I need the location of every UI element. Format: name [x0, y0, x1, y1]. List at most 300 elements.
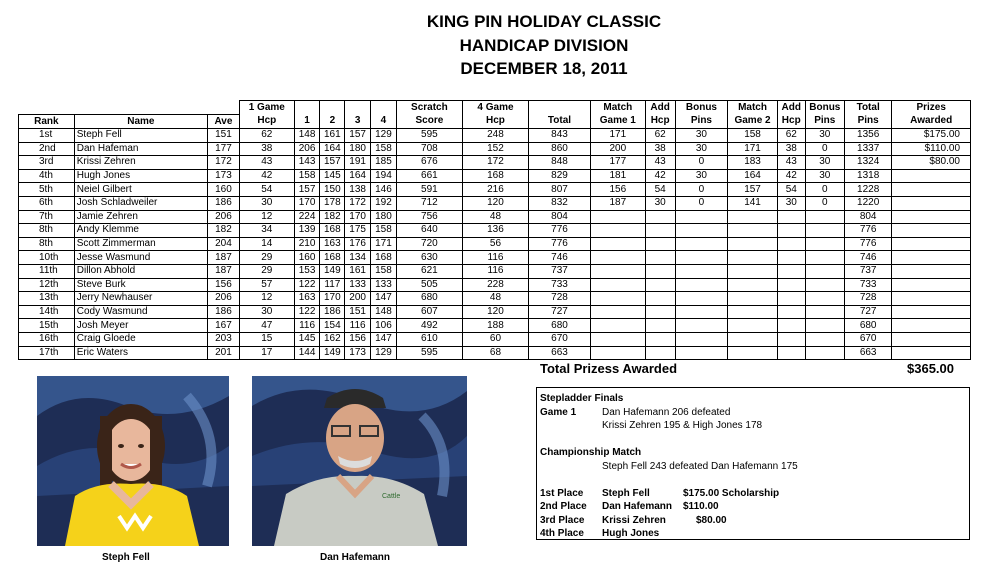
cell-total: 680: [529, 319, 591, 333]
cell-g2: 145: [320, 169, 345, 183]
cell-hcp: 62: [239, 129, 294, 143]
cell-b2: [805, 237, 844, 251]
shirt-logo: Cattle: [382, 493, 401, 500]
cell-a1: [645, 305, 675, 319]
cell-b2: [805, 305, 844, 319]
header-row-bottom: [19, 115, 971, 129]
table-row: [19, 196, 971, 210]
cell-b1: [675, 332, 728, 346]
cell-ave: 172: [207, 156, 239, 170]
cell-scratch: 505: [396, 278, 462, 292]
cell-a1: 38: [645, 142, 675, 156]
place-row: [540, 527, 966, 541]
cell-a1: [645, 319, 675, 333]
cell-a1: [645, 210, 675, 224]
cell-g3: 164: [345, 169, 371, 183]
cell-b2: 30: [805, 169, 844, 183]
cell-hcp4: 216: [462, 183, 528, 197]
cell-g4: 194: [371, 169, 397, 183]
cell-total: 728: [529, 292, 591, 306]
cell-a2: [777, 237, 805, 251]
table-row: [19, 278, 971, 292]
cell-g3: 151: [345, 305, 371, 319]
cell-a1: 54: [645, 183, 675, 197]
cell-rank: 6th: [19, 196, 75, 210]
cell-prize: [892, 196, 971, 210]
cell-hcp4: 168: [462, 169, 528, 183]
cell-prize: [892, 319, 971, 333]
cell-ave: 203: [207, 332, 239, 346]
cell-scratch: 591: [396, 183, 462, 197]
cell-a2: 38: [777, 142, 805, 156]
cell-b2: [805, 278, 844, 292]
header-cell: Game 2: [728, 115, 778, 129]
cell-name: Eric Waters: [74, 346, 207, 360]
cell-b2: [805, 224, 844, 238]
cell-prize: $80.00: [892, 156, 971, 170]
cell-b2: [805, 264, 844, 278]
cell-g4: 146: [371, 183, 397, 197]
cell-hcp: 29: [239, 251, 294, 265]
cell-prize: [892, 292, 971, 306]
cell-m2: [728, 237, 778, 251]
cell-b1: [675, 346, 728, 360]
cell-name: Jerry Newhauser: [74, 292, 207, 306]
cell-b2: 30: [805, 156, 844, 170]
cell-scratch: 640: [396, 224, 462, 238]
header-cell: Scratch: [396, 101, 462, 115]
cell-b2: [805, 210, 844, 224]
cell-a1: [645, 237, 675, 251]
header-cell: Hcp: [777, 115, 805, 129]
header-cell: [529, 101, 591, 115]
cell-hcp4: 56: [462, 237, 528, 251]
cell-g3: 180: [345, 142, 371, 156]
header-cell: 4: [371, 115, 397, 129]
cell-g2: 150: [320, 183, 345, 197]
cell-m1: [590, 251, 645, 265]
cell-name: Craig Gloede: [74, 332, 207, 346]
header-cell: 1 Game: [239, 101, 294, 115]
cell-m1: [590, 292, 645, 306]
cell-b1: [675, 237, 728, 251]
cell-g3: 156: [345, 332, 371, 346]
cell-prize: [892, 224, 971, 238]
cell-hcp4: 116: [462, 251, 528, 265]
cell-b2: 0: [805, 142, 844, 156]
cell-m1: [590, 237, 645, 251]
cell-b1: 0: [675, 156, 728, 170]
header-cell: 1: [294, 115, 320, 129]
cell-hcp: 12: [239, 210, 294, 224]
header-cell: Rank: [19, 115, 75, 129]
cell-b2: 0: [805, 196, 844, 210]
cell-tp: 776: [844, 224, 891, 238]
photo-caption-right: Dan Hafemann: [320, 552, 391, 563]
header-cell: Awarded: [892, 115, 971, 129]
cell-hcp: 29: [239, 264, 294, 278]
cell-b1: 30: [675, 142, 728, 156]
cell-g3: 170: [345, 210, 371, 224]
cell-hcp: 54: [239, 183, 294, 197]
cell-scratch: 756: [396, 210, 462, 224]
cell-g2: 168: [320, 251, 345, 265]
cell-ave: 206: [207, 292, 239, 306]
cell-ave: 160: [207, 183, 239, 197]
header-cell: Total: [844, 101, 891, 115]
cell-b1: 30: [675, 169, 728, 183]
header-cell: Hcp: [462, 115, 528, 129]
cell-m2: [728, 251, 778, 265]
cell-total: 804: [529, 210, 591, 224]
cell-g1: 157: [294, 183, 320, 197]
header-cell: Match: [728, 101, 778, 115]
cell-a2: [777, 278, 805, 292]
header-cell: [345, 101, 371, 115]
cell-b1: [675, 224, 728, 238]
cell-m2: [728, 264, 778, 278]
cell-tp: 804: [844, 210, 891, 224]
cell-prize: [892, 183, 971, 197]
cell-a1: [645, 278, 675, 292]
header-cell: 3: [345, 115, 371, 129]
cell-tp: 1318: [844, 169, 891, 183]
cell-total: 670: [529, 332, 591, 346]
cell-g4: 158: [371, 142, 397, 156]
cell-b1: [675, 210, 728, 224]
cell-rank: 10th: [19, 251, 75, 265]
cell-b1: [675, 319, 728, 333]
cell-rank: 12th: [19, 278, 75, 292]
event-date: DECEMBER 18, 2011: [460, 59, 628, 78]
cell-name: Dillon Abhold: [74, 264, 207, 278]
cell-g2: 149: [320, 346, 345, 360]
cell-a2: [777, 305, 805, 319]
table-row: [19, 251, 971, 265]
cell-g4: 133: [371, 278, 397, 292]
cell-ave: 187: [207, 251, 239, 265]
place-name: Dan Hafemann: [602, 501, 673, 512]
cell-hcp: 30: [239, 305, 294, 319]
cell-total: 832: [529, 196, 591, 210]
header-cell: [207, 101, 239, 115]
cell-scratch: 595: [396, 346, 462, 360]
header-cell: Bonus: [805, 101, 844, 115]
cell-g2: 149: [320, 264, 345, 278]
portrait-girl-icon: [37, 376, 229, 546]
cell-g1: 144: [294, 346, 320, 360]
cell-rank: 11th: [19, 264, 75, 278]
header-cell: Prizes: [892, 101, 971, 115]
total-prizes-value: $365.00: [907, 361, 954, 376]
cell-g2: 164: [320, 142, 345, 156]
table-row: [19, 224, 971, 238]
stepladder-finals-box: [536, 387, 970, 540]
cell-g1: 122: [294, 305, 320, 319]
cell-a2: [777, 332, 805, 346]
cell-b1: [675, 292, 728, 306]
cell-m1: 181: [590, 169, 645, 183]
header-row-top: [19, 101, 971, 115]
cell-m2: 171: [728, 142, 778, 156]
cell-rank: 2nd: [19, 142, 75, 156]
cell-g3: 200: [345, 292, 371, 306]
cell-hcp: 42: [239, 169, 294, 183]
cell-g4: 129: [371, 129, 397, 143]
cell-scratch: 676: [396, 156, 462, 170]
cell-g2: 178: [320, 196, 345, 210]
header-cell: [74, 101, 207, 115]
cell-name: Neiel Gilbert: [74, 183, 207, 197]
place-row: [540, 500, 966, 514]
cell-b1: [675, 264, 728, 278]
cell-m1: [590, 224, 645, 238]
cell-name: Jamie Zehren: [74, 210, 207, 224]
cell-b2: [805, 319, 844, 333]
cell-a1: 42: [645, 169, 675, 183]
header-cell: Score: [396, 115, 462, 129]
place-prize: $175.00 Scholarship: [683, 487, 780, 499]
cell-hcp: 30: [239, 196, 294, 210]
cell-m1: [590, 319, 645, 333]
cell-m1: [590, 305, 645, 319]
cell-hcp4: 228: [462, 278, 528, 292]
championship-result: Steph Fell 243 defeated Dan Hafemann 175: [602, 460, 798, 472]
cell-g3: 138: [345, 183, 371, 197]
table-row: [19, 292, 971, 306]
cell-g2: 163: [320, 237, 345, 251]
cell-scratch: 595: [396, 129, 462, 143]
place-place: 3rd Place: [540, 514, 585, 526]
cell-m2: [728, 292, 778, 306]
cell-a2: [777, 292, 805, 306]
cell-g4: 106: [371, 319, 397, 333]
cell-g3: 191: [345, 156, 371, 170]
cell-g4: 168: [371, 251, 397, 265]
cell-scratch: 708: [396, 142, 462, 156]
cell-g2: 154: [320, 319, 345, 333]
table-row: [19, 319, 971, 333]
cell-m1: [590, 332, 645, 346]
place-place: 2nd Place: [540, 501, 587, 512]
cell-g1: 145: [294, 332, 320, 346]
cell-scratch: 621: [396, 264, 462, 278]
header-cell: Add: [777, 101, 805, 115]
cell-tp: 670: [844, 332, 891, 346]
cell-ave: 186: [207, 305, 239, 319]
places-list: [540, 487, 966, 541]
cell-g2: 170: [320, 292, 345, 306]
cell-ave: 173: [207, 169, 239, 183]
cell-g3: 175: [345, 224, 371, 238]
cell-b1: [675, 278, 728, 292]
cell-prize: $175.00: [892, 129, 971, 143]
cell-hcp4: 68: [462, 346, 528, 360]
place-place: 4th Place: [540, 528, 584, 539]
cell-rank: 4th: [19, 169, 75, 183]
cell-g4: 147: [371, 292, 397, 306]
cell-m2: 157: [728, 183, 778, 197]
cell-tp: 663: [844, 346, 891, 360]
photo-dan-hafemann: [252, 376, 467, 546]
header-cell: Ave: [207, 115, 239, 129]
cell-b2: [805, 346, 844, 360]
cell-hcp: 15: [239, 332, 294, 346]
cell-m2: 141: [728, 196, 778, 210]
cell-g1: 210: [294, 237, 320, 251]
cell-g4: 147: [371, 332, 397, 346]
cell-tp: 746: [844, 251, 891, 265]
cell-hcp4: 60: [462, 332, 528, 346]
header-cell: Pins: [844, 115, 891, 129]
cell-a2: 43: [777, 156, 805, 170]
place-name: Steph Fell: [602, 487, 650, 499]
cell-m1: [590, 210, 645, 224]
cell-m1: 177: [590, 156, 645, 170]
cell-ave: 206: [207, 210, 239, 224]
cell-m1: [590, 264, 645, 278]
cell-m1: 200: [590, 142, 645, 156]
table-row: [19, 169, 971, 183]
cell-a1: [645, 332, 675, 346]
cell-a1: [645, 224, 675, 238]
cell-total: 746: [529, 251, 591, 265]
cell-a1: [645, 251, 675, 265]
cell-a2: [777, 210, 805, 224]
cell-m2: [728, 346, 778, 360]
cell-a2: [777, 346, 805, 360]
cell-rank: 17th: [19, 346, 75, 360]
cell-rank: 8th: [19, 237, 75, 251]
cell-prize: [892, 251, 971, 265]
cell-g4: 158: [371, 224, 397, 238]
cell-hcp: 43: [239, 156, 294, 170]
cell-ave: 187: [207, 264, 239, 278]
header-cell: Pins: [675, 115, 728, 129]
cell-m2: 158: [728, 129, 778, 143]
cell-hcp: 57: [239, 278, 294, 292]
cell-g2: 157: [320, 156, 345, 170]
cell-ave: 182: [207, 224, 239, 238]
cell-prize: [892, 169, 971, 183]
cell-g3: 133: [345, 278, 371, 292]
cell-g3: 116: [345, 319, 371, 333]
cell-g1: 224: [294, 210, 320, 224]
cell-tp: 1356: [844, 129, 891, 143]
cell-b2: 30: [805, 129, 844, 143]
place-name: Hugh Jones: [602, 528, 660, 539]
cell-tp: 776: [844, 237, 891, 251]
cell-name: Steve Burk: [74, 278, 207, 292]
cell-tp: 1337: [844, 142, 891, 156]
results-table: [18, 100, 971, 360]
cell-total: 663: [529, 346, 591, 360]
cell-name: Steph Fell: [74, 129, 207, 143]
cell-prize: $110.00: [892, 142, 971, 156]
cell-b2: [805, 251, 844, 265]
cell-name: Krissi Zehren: [74, 156, 207, 170]
cell-name: Andy Klemme: [74, 224, 207, 238]
cell-tp: 733: [844, 278, 891, 292]
cell-b2: 0: [805, 183, 844, 197]
header-cell: Total: [529, 115, 591, 129]
cell-a1: 30: [645, 196, 675, 210]
table-row: [19, 183, 971, 197]
cell-g1: 160: [294, 251, 320, 265]
game1-label: Game 1: [540, 406, 577, 418]
place-name: Krissi Zehren: [602, 514, 666, 526]
header-cell: [294, 101, 320, 115]
photo-caption-left: Steph Fell: [102, 552, 150, 563]
cell-rank: 7th: [19, 210, 75, 224]
cell-tp: 727: [844, 305, 891, 319]
place-place: 1st Place: [540, 487, 584, 499]
cell-m2: [728, 278, 778, 292]
cell-rank: 8th: [19, 224, 75, 238]
cell-tp: 680: [844, 319, 891, 333]
cell-a2: [777, 224, 805, 238]
cell-m2: [728, 224, 778, 238]
cell-rank: 5th: [19, 183, 75, 197]
cell-ave: 186: [207, 196, 239, 210]
championship-label: Championship Match: [540, 447, 642, 458]
cell-m2: [728, 305, 778, 319]
cell-total: 807: [529, 183, 591, 197]
cell-ave: 177: [207, 142, 239, 156]
cell-prize: [892, 210, 971, 224]
header-cell: Match: [590, 101, 645, 115]
cell-hcp4: 48: [462, 210, 528, 224]
cell-g3: 172: [345, 196, 371, 210]
cell-scratch: 607: [396, 305, 462, 319]
portrait-man-icon: [252, 376, 467, 546]
cell-hcp4: 152: [462, 142, 528, 156]
cell-a2: [777, 251, 805, 265]
cell-g1: 170: [294, 196, 320, 210]
cell-b2: [805, 332, 844, 346]
cell-a2: 62: [777, 129, 805, 143]
header-cell: Hcp: [645, 115, 675, 129]
cell-hcp4: 248: [462, 129, 528, 143]
cell-g2: 168: [320, 224, 345, 238]
cell-g2: 162: [320, 332, 345, 346]
cell-total: 733: [529, 278, 591, 292]
cell-rank: 13th: [19, 292, 75, 306]
table-row: [19, 332, 971, 346]
cell-ave: 204: [207, 237, 239, 251]
total-prizes-label: Total Prizess Awarded: [540, 361, 678, 376]
cell-a2: [777, 319, 805, 333]
cell-hcp4: 120: [462, 305, 528, 319]
cell-name: Cody Wasmund: [74, 305, 207, 319]
cell-b1: 0: [675, 183, 728, 197]
cell-total: 829: [529, 169, 591, 183]
cell-scratch: 712: [396, 196, 462, 210]
cell-a1: [645, 292, 675, 306]
cell-prize: [892, 346, 971, 360]
cell-prize: [892, 305, 971, 319]
cell-a1: [645, 264, 675, 278]
cell-g4: 148: [371, 305, 397, 319]
cell-total: 727: [529, 305, 591, 319]
header-cell: Add: [645, 101, 675, 115]
cell-hcp: 12: [239, 292, 294, 306]
cell-hcp4: 136: [462, 224, 528, 238]
cell-tp: 737: [844, 264, 891, 278]
cell-hcp4: 48: [462, 292, 528, 306]
header-cell: [320, 101, 345, 115]
cell-rank: 1st: [19, 129, 75, 143]
